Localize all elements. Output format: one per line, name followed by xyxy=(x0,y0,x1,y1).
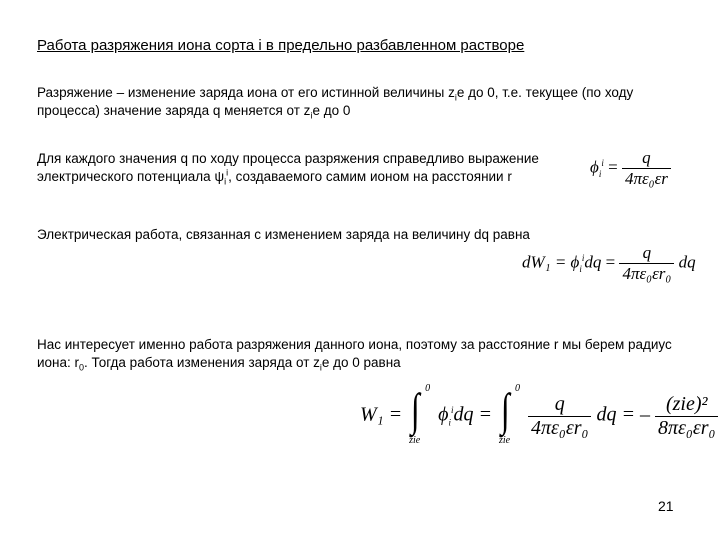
fraction: $\frac{q}{\text{4πε₀εr₀}}$ xyxy=(528,393,591,440)
paragraph-discharge-definition: Разряжение – изменение заряда иона от его истинной величины $z_ie$ до 0, т.е. текущее (по ходу процесса) значение заряда q меняется от $z_ie$ до 0 xyxy=(37,85,634,121)
formula-total-work: W₁ = ∫ 0 zie $\phi_i^idq$ = ∫ 0 zie $\frac{q}{\text{4πε₀εr₀}}$ dq = – $\frac{\text{(zie)²}}{\text{8πε₀εr₀}}$ xyxy=(360,385,718,447)
slide-title: Работа разряжения иона сорта i в предельно разбавленном растворе xyxy=(37,37,525,54)
formula-work-differential: $dW_1 = \phi_i^idq$ = $\frac{q}{\text{4πε₀εr₀}}$ dq xyxy=(522,243,696,283)
fraction: $\frac{q}{\text{4πε₀εr}}$ xyxy=(622,148,671,189)
page-number: 21 xyxy=(658,498,674,514)
paragraph-potential: Для каждого значения q по ходу процесса разряжения справедливо выражение электрического потенциала $\psi_i^i$, создаваемого самим ионом на расстоянии r xyxy=(37,151,539,187)
formula-potential: $\phi_i^i$ = $\frac{q}{\text{4πε₀εr}}$ xyxy=(590,148,671,189)
integral-sign: ∫ 0 zie xyxy=(499,383,520,446)
fraction: $\frac{\text{(zie)²}}{\text{8πε₀εr₀}}$ xyxy=(655,393,718,440)
fraction: $\frac{q}{\text{4πε₀εr₀}}$ xyxy=(619,243,674,284)
paragraph-ion-radius: Нас интересует именно работа разряжения данного иона, поэтому за расстояние r мы берем радиус иона: $r_0$. Тогда работа изменения заряда от $z_ie$ до 0 равна xyxy=(37,337,672,373)
paragraph-electric-work: Электрическая работа, связанная с изменением заряда на величину dq равна xyxy=(37,227,530,242)
integral-sign: ∫ 0 zie xyxy=(409,383,431,446)
